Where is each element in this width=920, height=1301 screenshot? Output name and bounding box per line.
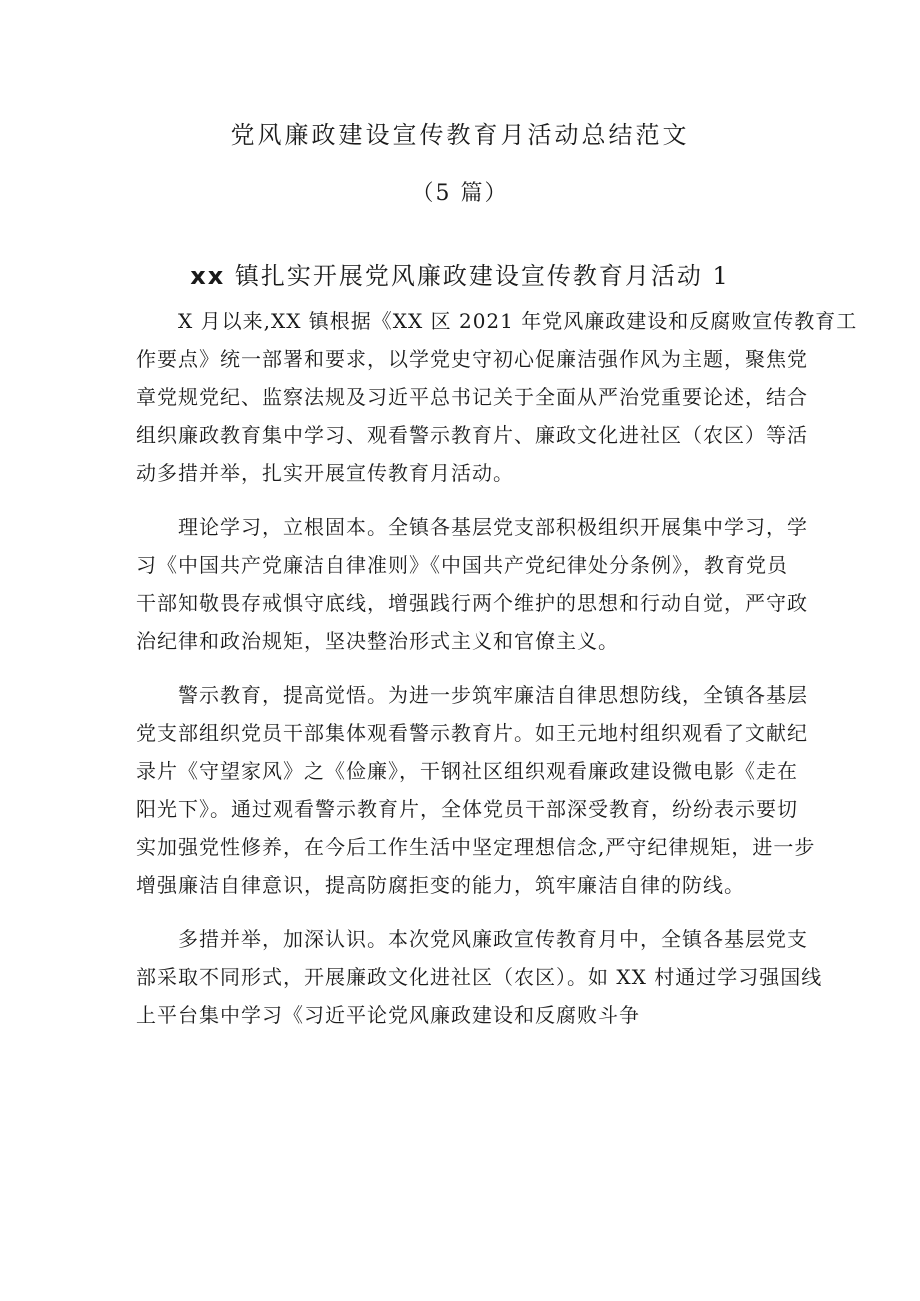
document-subtitle: （5 篇） (411, 181, 509, 206)
paragraph-line: 章党规党纪、监察法规及习近平总书记关于全面从严治党重要论述，结合 (136, 385, 808, 409)
paragraph-intro (136, 302, 858, 492)
section-heading-text: 镇扎实开展党风廉政建设宣传教育月活动 1 (225, 262, 730, 290)
paragraph-warning-education (136, 676, 816, 904)
paragraph-line: 部采取不同形式，开展廉政文化进社区（农区）。如 XX 村通过学习强国线 (136, 965, 823, 989)
section-heading (0, 256, 920, 291)
paragraph-line: 增强廉洁自律意识，提高防腐拒变的能力，筑牢廉洁自律的防线。 (136, 873, 745, 897)
paragraph-theory-study (136, 508, 808, 660)
paragraph-line: 多措并举，加深认识。本次党风廉政宣传教育月中，全镇各基层党支 (178, 927, 808, 951)
paragraph-line: 干部知敬畏存戒惧守底线，增强践行两个维护的思想和行动自觉，严守政 (136, 591, 808, 615)
paragraph-line: 录片《守望家风》之《俭廉》，干钢社区组织观看廉政建设微电影《走在 (136, 759, 798, 783)
paragraph-line: 阳光下》。通过观看警示教育片，全体党员干部深受教育，纷纷表示要切 (136, 797, 798, 821)
paragraph-line: 理论学习，立根固本。全镇各基层党支部积极组织开展集中学习，学 (178, 515, 808, 539)
paragraph-line: 习《中国共产党廉洁自律准则》《中国共产党纪律处分条例》，教育党员 (136, 553, 788, 577)
paragraph-line: 作要点》统一部署和要求，以学党史守初心促廉洁强作风为主题，聚焦党 (136, 347, 808, 371)
paragraph-line: 实加强党性修养，在今后工作生活中坚定理想信念,严守纪律规矩，进一步 (136, 835, 816, 859)
paragraph-line: 治纪律和政治规矩，坚决整治形式主义和官僚主义。 (136, 629, 619, 653)
paragraph-line: 党支部组织党员干部集体观看警示教育片。如王元地村组织观看了文献纪 (136, 721, 808, 745)
paragraph-line: 组织廉政教育集中学习、观看警示教育片、廉政文化进社区（农区）等活 (136, 423, 808, 447)
paragraph-line: X 月以来,XX 镇根据《XX 区 2021 年党风廉政建设和反腐败宣传教育工 (178, 309, 858, 333)
paragraph-line: 动多措并举，扎实开展宣传教育月活动。 (136, 461, 514, 485)
section-heading-prefix: xx (190, 262, 226, 290)
paragraph-multiple-measures (136, 920, 823, 1034)
paragraph-line: 上平台集中学习《习近平论党风廉政建设和反腐败斗争 (136, 1003, 640, 1027)
paragraph-line: 警示教育，提高觉悟。为进一步筑牢廉洁自律思想防线，全镇各基层 (178, 683, 808, 707)
document-title: 党风廉政建设宣传教育月活动总结范文 (230, 121, 690, 149)
document-body (136, 302, 858, 1034)
